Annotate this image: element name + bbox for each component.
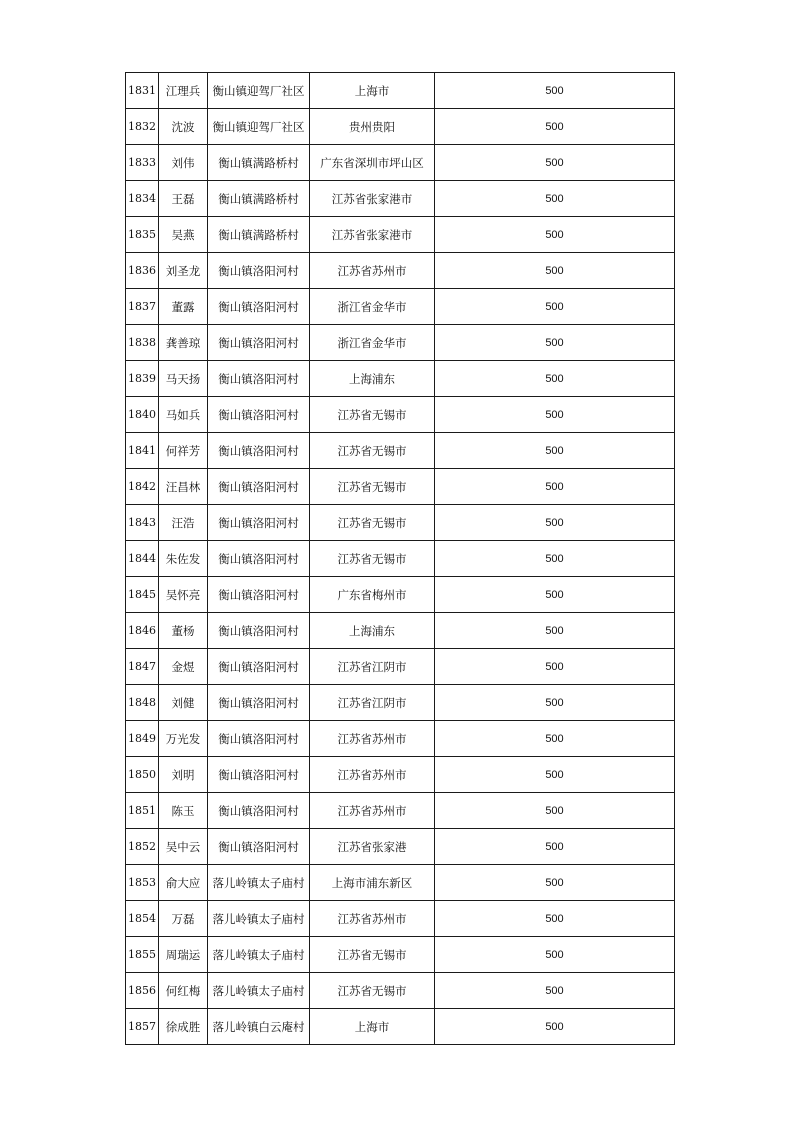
cell-name: 周瑞运 — [159, 937, 208, 973]
table-row — [126, 397, 675, 433]
cell-village: 衡山镇洛阳河村 — [208, 721, 310, 757]
cell-address: 江苏省无锡市 — [310, 397, 435, 433]
cell-village: 衡山镇洛阳河村 — [208, 757, 310, 793]
cell-number: 1836 — [126, 253, 159, 289]
cell-name: 刘明 — [159, 757, 208, 793]
cell-name: 俞大应 — [159, 865, 208, 901]
cell-amount: 500 — [435, 361, 675, 397]
table-row — [126, 181, 675, 217]
cell-name: 吴中云 — [159, 829, 208, 865]
cell-name: 金煜 — [159, 649, 208, 685]
cell-number: 1840 — [126, 397, 159, 433]
table-row — [126, 505, 675, 541]
cell-amount: 500 — [435, 289, 675, 325]
cell-number: 1839 — [126, 361, 159, 397]
cell-name: 龚善琼 — [159, 325, 208, 361]
cell-name: 刘伟 — [159, 145, 208, 181]
cell-number: 1852 — [126, 829, 159, 865]
cell-number: 1851 — [126, 793, 159, 829]
cell-address: 江苏省苏州市 — [310, 721, 435, 757]
cell-amount: 500 — [435, 685, 675, 721]
cell-amount: 500 — [435, 865, 675, 901]
cell-village: 衡山镇洛阳河村 — [208, 505, 310, 541]
cell-amount: 500 — [435, 253, 675, 289]
cell-address: 广东省梅州市 — [310, 577, 435, 613]
cell-name: 何红梅 — [159, 973, 208, 1009]
cell-village: 衡山镇满路桥村 — [208, 217, 310, 253]
table-row — [126, 433, 675, 469]
cell-number: 1842 — [126, 469, 159, 505]
cell-address: 浙江省金华市 — [310, 289, 435, 325]
cell-number: 1847 — [126, 649, 159, 685]
cell-amount: 500 — [435, 433, 675, 469]
cell-amount: 500 — [435, 577, 675, 613]
cell-address: 江苏省张家港市 — [310, 217, 435, 253]
cell-address: 上海浦东 — [310, 361, 435, 397]
cell-village: 衡山镇洛阳河村 — [208, 685, 310, 721]
cell-number: 1854 — [126, 901, 159, 937]
table-row — [126, 649, 675, 685]
cell-amount: 500 — [435, 1009, 675, 1045]
cell-address: 广东省深圳市坪山区 — [310, 145, 435, 181]
cell-name: 朱佐发 — [159, 541, 208, 577]
cell-village: 衡山镇满路桥村 — [208, 181, 310, 217]
cell-name: 董露 — [159, 289, 208, 325]
table-row — [126, 541, 675, 577]
cell-village: 衡山镇洛阳河村 — [208, 325, 310, 361]
table-row — [126, 217, 675, 253]
cell-name: 沈波 — [159, 109, 208, 145]
table-row — [126, 289, 675, 325]
cell-amount: 500 — [435, 397, 675, 433]
cell-amount: 500 — [435, 649, 675, 685]
table-row — [126, 613, 675, 649]
table-row — [126, 109, 675, 145]
cell-village: 衡山镇洛阳河村 — [208, 469, 310, 505]
cell-address: 江苏省江阴市 — [310, 685, 435, 721]
cell-number: 1838 — [126, 325, 159, 361]
cell-number: 1831 — [126, 73, 159, 109]
table-row — [126, 1009, 675, 1045]
roster-table-body — [126, 73, 675, 1045]
roster-table — [125, 72, 675, 1045]
table-row — [126, 145, 675, 181]
cell-name: 江理兵 — [159, 73, 208, 109]
cell-name: 马天扬 — [159, 361, 208, 397]
table-row — [126, 361, 675, 397]
cell-village: 衡山镇洛阳河村 — [208, 397, 310, 433]
cell-number: 1844 — [126, 541, 159, 577]
cell-village: 衡山镇洛阳河村 — [208, 793, 310, 829]
cell-address: 江苏省苏州市 — [310, 901, 435, 937]
table-row — [126, 865, 675, 901]
cell-village: 衡山镇满路桥村 — [208, 145, 310, 181]
cell-address: 贵州贵阳 — [310, 109, 435, 145]
cell-number: 1833 — [126, 145, 159, 181]
cell-amount: 500 — [435, 109, 675, 145]
cell-address: 江苏省无锡市 — [310, 541, 435, 577]
cell-number: 1848 — [126, 685, 159, 721]
cell-number: 1837 — [126, 289, 159, 325]
cell-village: 衡山镇迎驾厂社区 — [208, 109, 310, 145]
table-row — [126, 937, 675, 973]
cell-village: 衡山镇洛阳河村 — [208, 577, 310, 613]
cell-name: 陈玉 — [159, 793, 208, 829]
cell-number: 1846 — [126, 613, 159, 649]
cell-amount: 500 — [435, 613, 675, 649]
cell-amount: 500 — [435, 73, 675, 109]
table-row — [126, 469, 675, 505]
cell-number: 1850 — [126, 757, 159, 793]
cell-amount: 500 — [435, 325, 675, 361]
cell-address: 上海浦东 — [310, 613, 435, 649]
cell-number: 1845 — [126, 577, 159, 613]
cell-village: 落儿岭镇太子庙村 — [208, 937, 310, 973]
table-row — [126, 325, 675, 361]
cell-amount: 500 — [435, 469, 675, 505]
cell-village: 衡山镇洛阳河村 — [208, 829, 310, 865]
cell-amount: 500 — [435, 217, 675, 253]
cell-amount: 500 — [435, 757, 675, 793]
cell-village: 衡山镇洛阳河村 — [208, 433, 310, 469]
table-row — [126, 577, 675, 613]
cell-village: 落儿岭镇太子庙村 — [208, 973, 310, 1009]
cell-name: 董杨 — [159, 613, 208, 649]
table-row — [126, 793, 675, 829]
cell-number: 1841 — [126, 433, 159, 469]
cell-amount: 500 — [435, 829, 675, 865]
cell-name: 王磊 — [159, 181, 208, 217]
cell-amount: 500 — [435, 793, 675, 829]
cell-name: 汪浩 — [159, 505, 208, 541]
cell-name: 何祥芳 — [159, 433, 208, 469]
cell-name: 万磊 — [159, 901, 208, 937]
cell-village: 衡山镇迎驾厂社区 — [208, 73, 310, 109]
cell-name: 吴燕 — [159, 217, 208, 253]
table-row — [126, 829, 675, 865]
cell-address: 江苏省苏州市 — [310, 757, 435, 793]
cell-name: 万光发 — [159, 721, 208, 757]
cell-address: 上海市 — [310, 73, 435, 109]
cell-village: 落儿岭镇太子庙村 — [208, 901, 310, 937]
cell-address: 江苏省江阴市 — [310, 649, 435, 685]
cell-address: 上海市浦东新区 — [310, 865, 435, 901]
cell-village: 落儿岭镇白云庵村 — [208, 1009, 310, 1045]
cell-amount: 500 — [435, 505, 675, 541]
cell-village: 衡山镇洛阳河村 — [208, 613, 310, 649]
cell-address: 上海市 — [310, 1009, 435, 1045]
cell-number: 1853 — [126, 865, 159, 901]
cell-address: 江苏省苏州市 — [310, 793, 435, 829]
cell-number: 1856 — [126, 973, 159, 1009]
cell-address: 江苏省无锡市 — [310, 469, 435, 505]
cell-number: 1832 — [126, 109, 159, 145]
cell-address: 江苏省苏州市 — [310, 253, 435, 289]
cell-village: 衡山镇洛阳河村 — [208, 361, 310, 397]
cell-name: 刘健 — [159, 685, 208, 721]
cell-amount: 500 — [435, 973, 675, 1009]
cell-village: 衡山镇洛阳河村 — [208, 541, 310, 577]
table-row — [126, 253, 675, 289]
cell-address: 江苏省无锡市 — [310, 937, 435, 973]
cell-amount: 500 — [435, 901, 675, 937]
cell-address: 江苏省无锡市 — [310, 505, 435, 541]
cell-amount: 500 — [435, 541, 675, 577]
cell-village: 衡山镇洛阳河村 — [208, 253, 310, 289]
table-row — [126, 901, 675, 937]
cell-number: 1849 — [126, 721, 159, 757]
table-row — [126, 73, 675, 109]
table-row — [126, 973, 675, 1009]
table-row — [126, 685, 675, 721]
cell-address: 江苏省张家港 — [310, 829, 435, 865]
cell-name: 吴怀亮 — [159, 577, 208, 613]
cell-village: 落儿岭镇太子庙村 — [208, 865, 310, 901]
cell-name: 徐成胜 — [159, 1009, 208, 1045]
cell-name: 汪昌林 — [159, 469, 208, 505]
cell-number: 1855 — [126, 937, 159, 973]
cell-village: 衡山镇洛阳河村 — [208, 289, 310, 325]
cell-number: 1835 — [126, 217, 159, 253]
cell-address: 浙江省金华市 — [310, 325, 435, 361]
cell-amount: 500 — [435, 145, 675, 181]
cell-number: 1857 — [126, 1009, 159, 1045]
cell-name: 刘圣龙 — [159, 253, 208, 289]
cell-address: 江苏省无锡市 — [310, 973, 435, 1009]
cell-amount: 500 — [435, 721, 675, 757]
cell-village: 衡山镇洛阳河村 — [208, 649, 310, 685]
cell-address: 江苏省张家港市 — [310, 181, 435, 217]
cell-name: 马如兵 — [159, 397, 208, 433]
table-row — [126, 757, 675, 793]
cell-number: 1843 — [126, 505, 159, 541]
cell-number: 1834 — [126, 181, 159, 217]
cell-address: 江苏省无锡市 — [310, 433, 435, 469]
cell-amount: 500 — [435, 181, 675, 217]
cell-amount: 500 — [435, 937, 675, 973]
table-row — [126, 721, 675, 757]
